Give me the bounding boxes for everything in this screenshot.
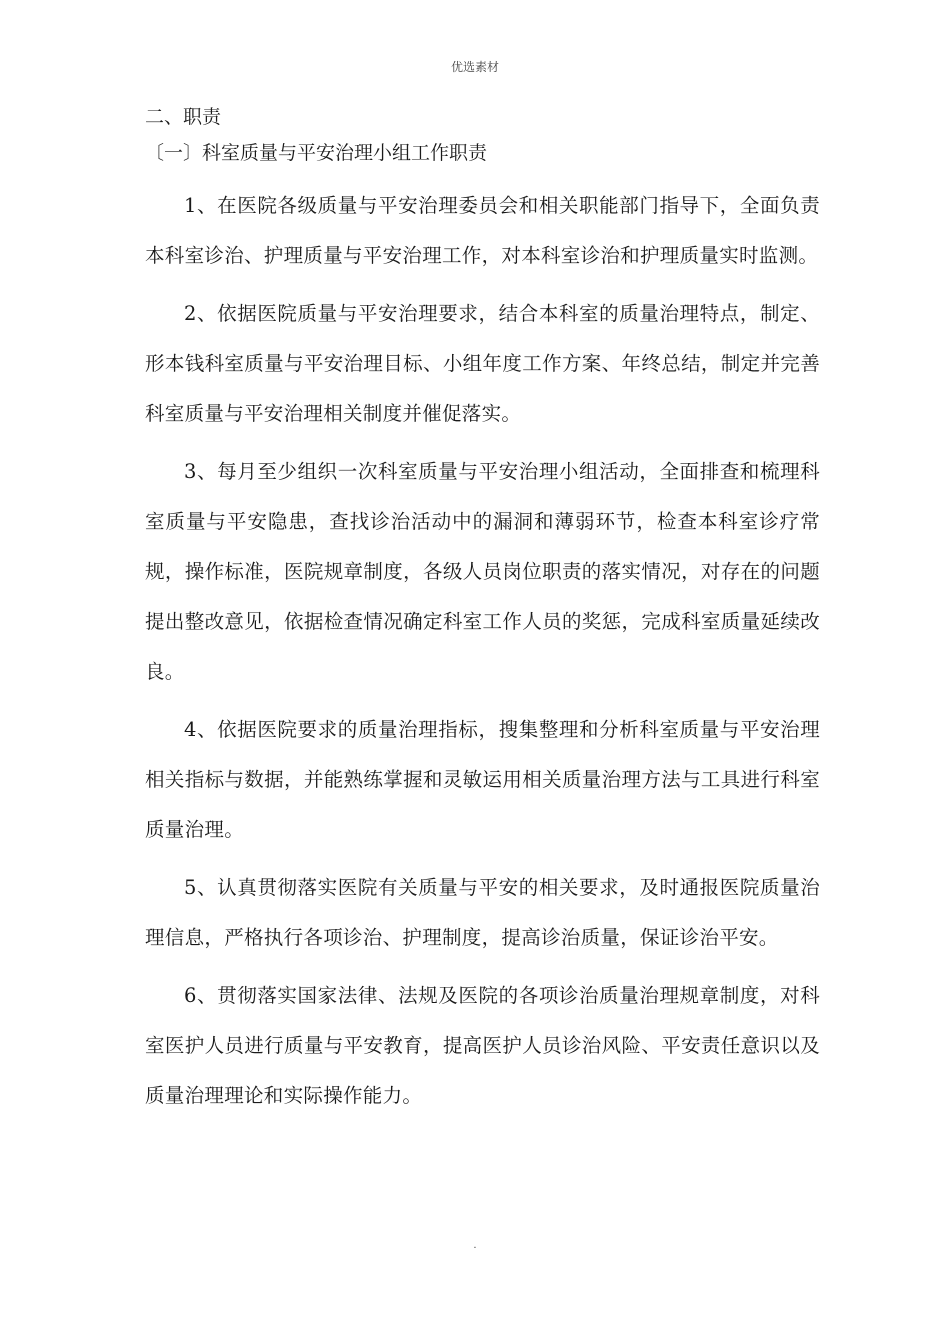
page-footer-mark: .	[473, 1240, 477, 1251]
page-header-label: 优选素材	[450, 60, 499, 74]
duty-paragraph-5: 5、认真贯彻落实医院有关质量与平安的相关要求，及时通报医院质量治理信息，严格执行各项诊治、护理制度，提高诊治质量，保证诊治平安。	[145, 876, 820, 949]
document-body	[145, 99, 820, 1129]
section-subtitle: 〔一〕科室质量与平安治理小组工作职责	[145, 142, 488, 164]
duty-paragraph-6: 6、贯彻落实国家法律、法规及医院的各项诊治质量治理规章制度，对科室医护人员进行质量与平安教育，提高医护人员诊治风险、平安责任意识以及质量治理理论和实际操作能力。	[145, 984, 820, 1107]
duty-paragraph-3: 3、每月至少组织一次科室质量与平安治理小组活动，全面排查和梳理科室质量与平安隐患，查找诊治活动中的漏洞和薄弱环节，检查本科室诊疗常规，操作标准，医院规章制度，各级人员岗位职责的落实情况，对存在的问题提出整改意见，依据检查情况确定科室工作人员的奖惩，完成科室质量延续改良。	[145, 460, 820, 683]
section-title: 二、职责	[145, 106, 222, 128]
duty-paragraph-2: 2、依据医院质量与平安治理要求，结合本科室的质量治理特点，制定、形本钱科室质量与平安治理目标、小组年度工作方案、年终总结，制定并完善科室质量与平安治理相关制度并催促落实。	[145, 302, 820, 425]
duty-paragraph-1: 1、在医院各级质量与平安治理委员会和相关职能部门指导下，全面负责本科室诊治、护理质量与平安治理工作，对本科室诊治和护理质量实时监测。	[145, 194, 820, 267]
duty-paragraph-4: 4、依据医院要求的质量治理指标，搜集整理和分析科室质量与平安治理相关指标与数据，并能熟练掌握和灵敏运用相关质量治理方法与工具进行科室质量治理。	[145, 718, 820, 841]
